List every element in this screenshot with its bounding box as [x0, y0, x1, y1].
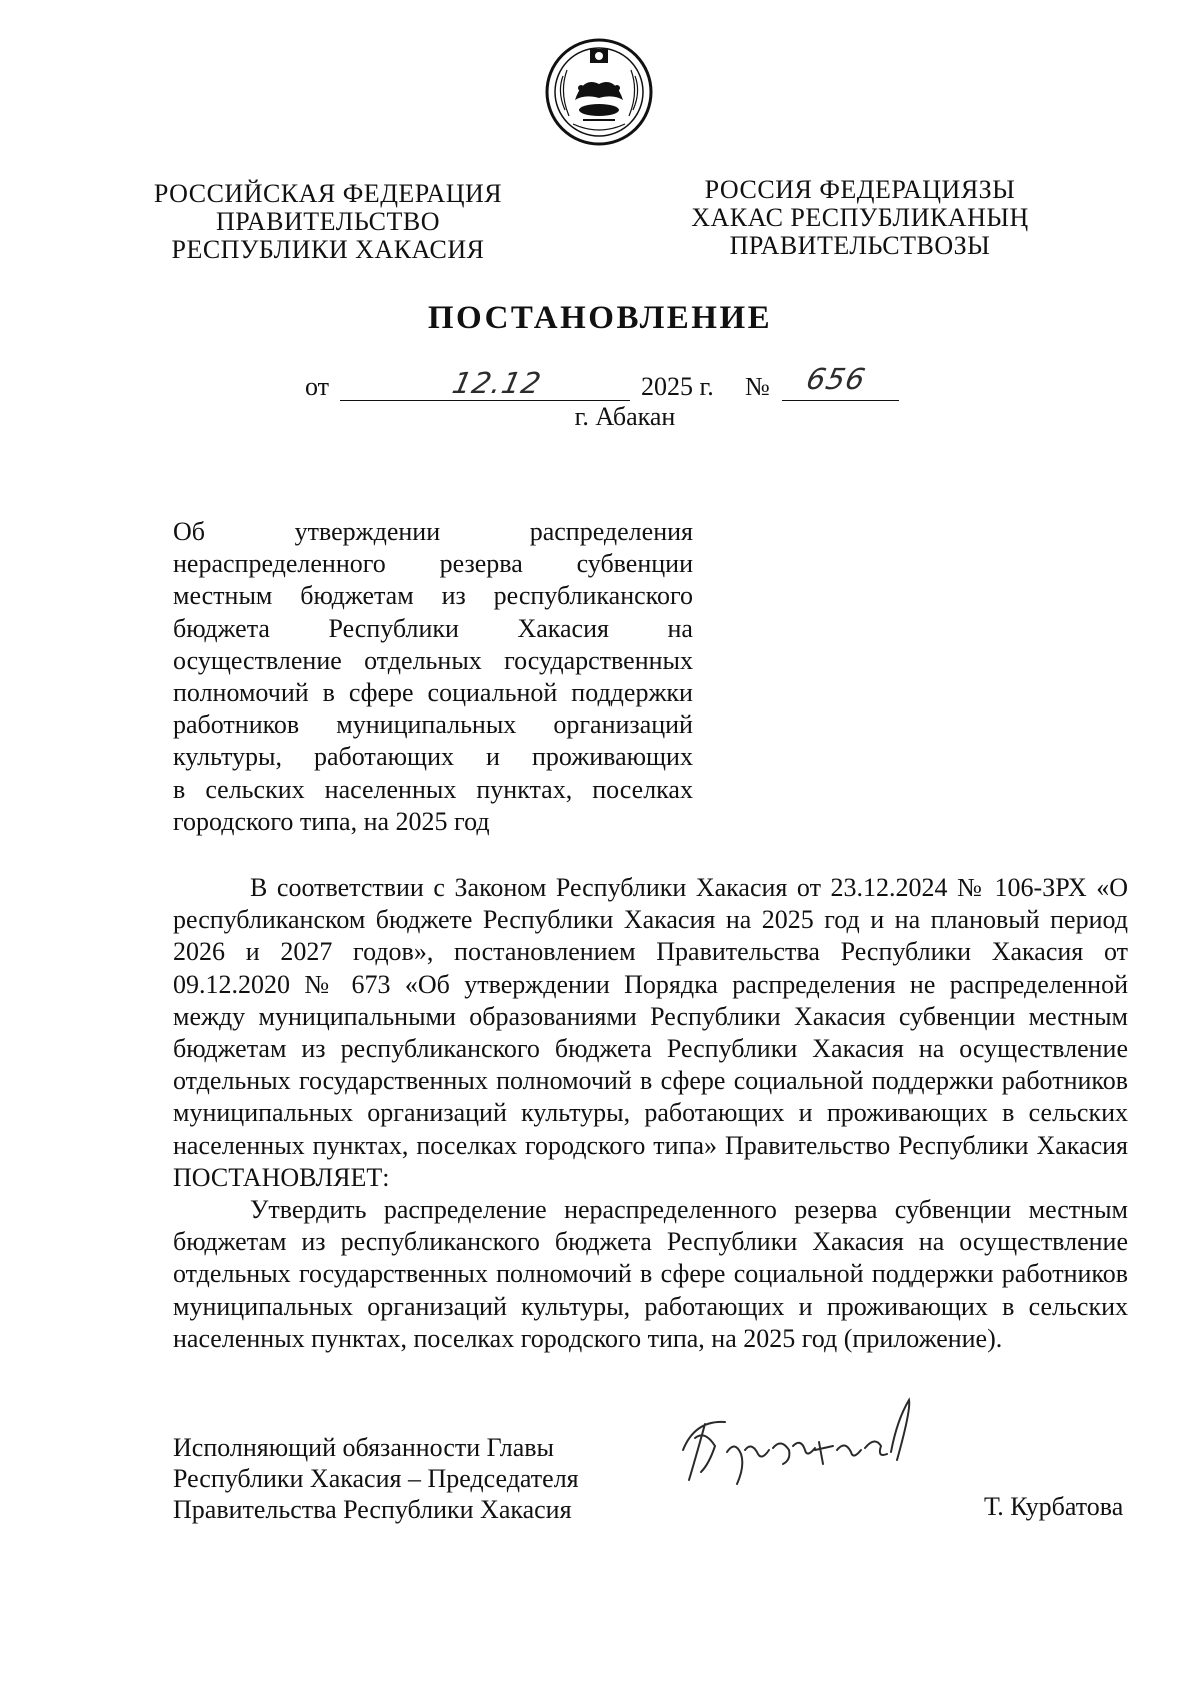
subject-word: и [486, 742, 500, 772]
subject-word: поселках [592, 774, 693, 804]
subject-word: населенных [324, 774, 457, 804]
emblem-icon [543, 36, 655, 148]
year-label: 2025 г. [641, 372, 714, 401]
subject-word: городского типа, на 2025 год [173, 806, 490, 836]
position-line: Исполняющий обязанности Главы [173, 1433, 554, 1462]
signatory-position [173, 1432, 593, 1525]
subject-word: работающих [313, 742, 454, 772]
subject-line [173, 741, 693, 773]
header-right-line: ХАКАС РЕСПУБЛИКАНЫҢ [691, 203, 1029, 232]
handwritten-number: 656 [803, 362, 869, 396]
signature-icon [665, 1380, 935, 1500]
subject-word: осуществление [173, 645, 342, 675]
subject-word: бюджета [173, 613, 270, 643]
subject-word: распределения [529, 517, 693, 546]
subject-line [173, 677, 693, 709]
subject-line [173, 709, 693, 741]
subject-line [173, 774, 693, 806]
subject-line [173, 580, 693, 612]
subject-word: резерва [439, 549, 523, 579]
subject-word: из [441, 581, 466, 611]
subject-word: работников [173, 710, 300, 740]
subject-word: Об [173, 517, 206, 546]
header-left-line: ПРАВИТЕЛЬСТВО [216, 207, 440, 236]
handwritten-date: 12.12 [449, 366, 545, 400]
subject-word: республиканского [493, 581, 693, 611]
city-label: г. Абакан [574, 402, 676, 431]
date-prefix: от [305, 372, 330, 401]
document-type-title: ПОСТАНОВЛЕНИЕ [427, 300, 773, 336]
header-left-line: РЕСПУБЛИКИ ХАКАСИЯ [171, 235, 485, 264]
document-body [173, 872, 1128, 1355]
subject-word: субвенции [576, 549, 693, 579]
subject-word: муниципальных [336, 710, 517, 740]
subject-word: бюджетам [300, 581, 414, 611]
subject-line [173, 516, 693, 548]
body-paragraph: Утвердить распределение нераспределенного резерва субвенции местным бюджетам из республиканского бюджета Республики Хакасия на осуществление отдельных государственных полномочий в сфере социальной поддержки работников муниципальных организаций культуры, работающих и проживающих в сельских населенных пунктах, поселках городского типа, на 2025 год (приложение). [173, 1195, 1128, 1353]
document-subject [173, 516, 693, 838]
subject-word: в [322, 678, 335, 708]
number-label: № [745, 372, 770, 401]
subject-line [173, 548, 693, 580]
header-right-line: ПРАВИТЕЛЬСТВОЗЫ [729, 231, 991, 260]
subject-word: государственных [504, 645, 693, 675]
subject-line [173, 613, 693, 645]
subject-word: полномочий [173, 678, 309, 708]
coat-of-arms-emblem [543, 36, 655, 148]
subject-word: сельских [205, 774, 305, 804]
header-right-line: РОССИЯ ФЕДЕРАЦИЯЗЫ [704, 175, 1016, 204]
subject-line [173, 645, 693, 677]
subject-word: Республики [328, 613, 459, 643]
signer-name: Т. Курбатова [984, 1492, 1124, 1521]
handwritten-signature [665, 1380, 935, 1500]
subject-word: Хакасия [517, 613, 609, 643]
subject-word: утверждении [294, 517, 441, 546]
subject-word: социальной [427, 678, 558, 708]
subject-word: нераспределенного [173, 549, 386, 579]
subject-word: на [667, 613, 693, 643]
header-left-line: РОССИЙСКАЯ ФЕДЕРАЦИЯ [153, 179, 503, 208]
subject-word: организаций [553, 710, 693, 740]
header-russian [150, 180, 506, 264]
position-line: Республики Хакасия – Председателя [173, 1464, 579, 1493]
subject-word: в [173, 774, 186, 804]
subject-word: поддержки [571, 678, 693, 708]
date-underline [340, 400, 630, 401]
subject-word: проживающих [531, 742, 693, 772]
subject-line [173, 806, 693, 838]
subject-word: сфере [348, 678, 414, 708]
number-underline [782, 400, 899, 401]
subject-word: местным [173, 581, 273, 611]
subject-word: культуры, [173, 742, 282, 772]
subject-word: отдельных [364, 645, 482, 675]
body-paragraph: В соответствии с Законом Республики Хакасия от 23.12.2024 № 106-ЗРХ «О республиканском бюджете Республики Хакасия на 2025 год и на плановый период 2026 и 2027 годов», постановлением Правительства Республики Хакасия от 09.12.2020 № 673 «Об утверждении Порядка распределения не распределенной между муниципальными образованиями Республики Хакасия субвенции местным бюджетам из республиканского бюджета Республики Хакасия на осуществление отдельных государственных полномочий в сфере социальной поддержки работников муниципальных организаций культуры, работающих и проживающих в сельских населенных пунктах, поселках городского типа» Правительство Республики Хакасия ПОСТАНОВЛЯЕТ: [173, 873, 1128, 1192]
header-khakas [690, 176, 1030, 260]
subject-word: пунктах, [476, 774, 573, 804]
position-line: Правительства Республики Хакасия [173, 1495, 572, 1524]
